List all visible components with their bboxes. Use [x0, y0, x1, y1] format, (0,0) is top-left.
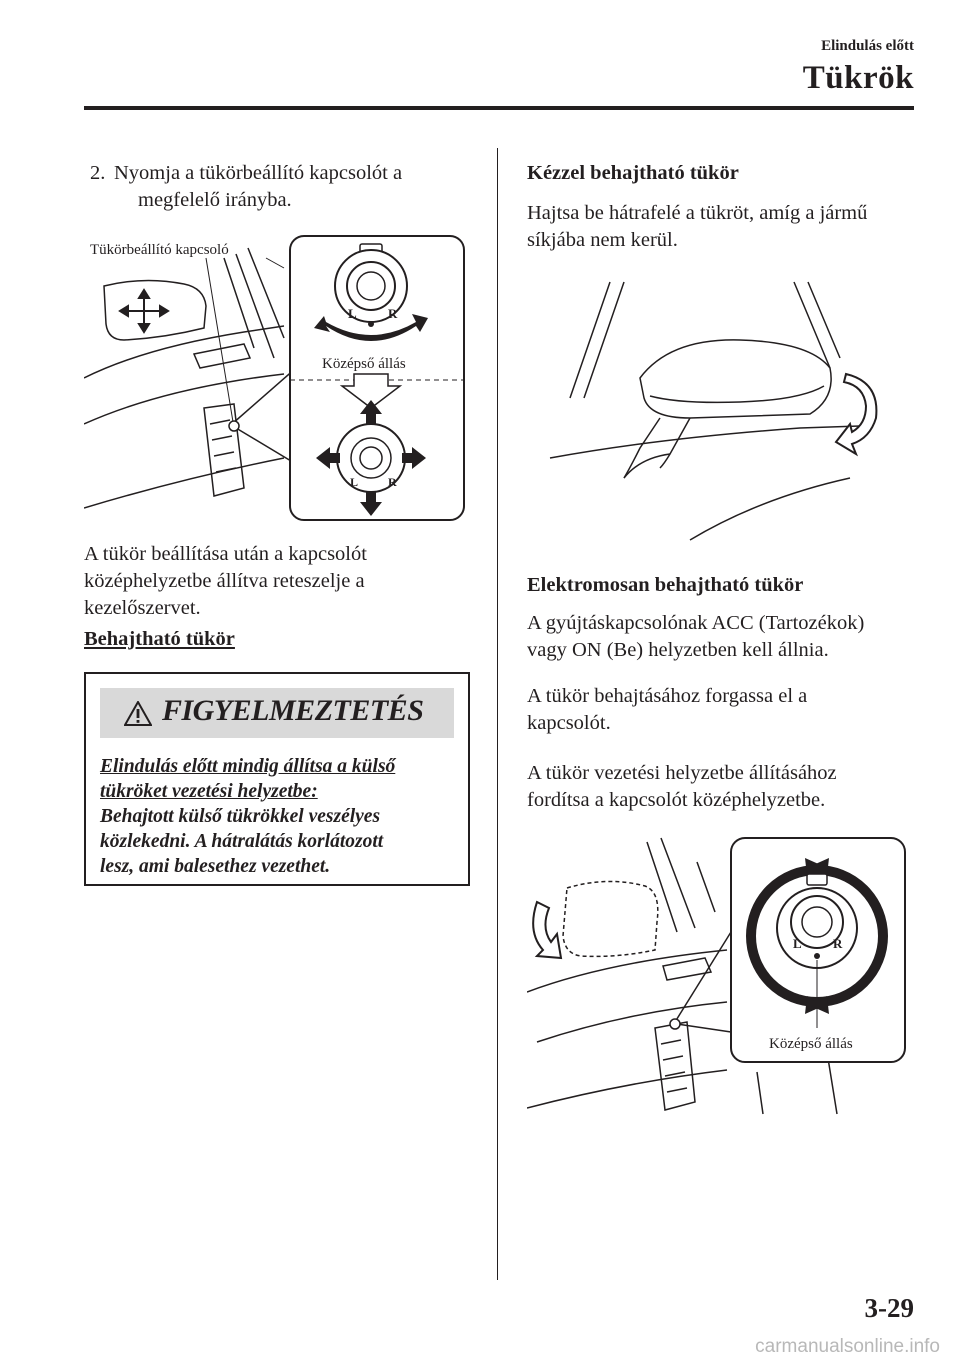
- switch-letter-l: L: [348, 306, 357, 321]
- paragraph-line: síkjába nem kerül.: [527, 229, 678, 251]
- paragraph-line: fordítsa a kapcsolót középhelyzetbe.: [527, 789, 826, 811]
- mirror-illustration: [550, 282, 860, 540]
- warning-title: FIGYELMEZTETÉS: [162, 694, 424, 727]
- mirror-switch-figure: [84, 228, 474, 524]
- center-label: Középső állás: [769, 1036, 853, 1052]
- switch-location-dot: [229, 421, 239, 431]
- mirror-arrows: [120, 290, 168, 332]
- switch-location-dot: [670, 1019, 680, 1029]
- paragraph-ignition: [527, 610, 927, 664]
- electric-fold-figure: [527, 832, 909, 1120]
- switch-letter-r: R: [388, 475, 397, 489]
- switch-label: Tükörbeállító kapcsoló: [90, 242, 229, 258]
- paragraph-line: vagy ON (Be) helyzetben kell állnia.: [527, 639, 829, 661]
- paragraph-line: kapcsolót.: [527, 712, 611, 734]
- step-number: 2.: [90, 162, 106, 184]
- paragraph-line: A tükör vezetési helyzetbe állításához: [527, 762, 837, 784]
- column-divider: [497, 148, 498, 1280]
- fold-arrow-icon: [836, 374, 876, 454]
- warning-header: [100, 688, 454, 738]
- paragraph-lock-switch: [84, 541, 484, 622]
- switch-letter-l: L: [350, 475, 359, 489]
- warning-line: tükröket vezetési helyzetbe:: [100, 781, 318, 802]
- paragraph-line: Hajtsa be hátrafelé a tükröt, amíg a jármű: [527, 202, 868, 224]
- paragraph-line: A tükör beállítása után a kapcsolót: [84, 543, 367, 565]
- step-line: Nyomja a tükörbeállító kapcsolót a: [114, 162, 403, 184]
- label-leader: [206, 258, 234, 428]
- step-text: [114, 160, 474, 214]
- paragraph-fold: [527, 683, 927, 737]
- warning-line: Behajtott külső tükrökkel veszélyes: [100, 806, 381, 827]
- switch-letter-r: R: [388, 306, 398, 321]
- page-number: 3-29: [864, 1293, 914, 1323]
- switch-letter-l: L: [793, 936, 802, 951]
- paragraph-line: A tükör behajtásához forgassa el a: [527, 685, 808, 707]
- warning-box: [84, 672, 470, 886]
- center-label: Középső állás: [322, 356, 406, 372]
- warning-triangle-icon: [124, 701, 152, 726]
- warning-line: közlekedni. A hátralátás korlátozott: [100, 831, 384, 852]
- page-title: Tükrök: [802, 60, 914, 96]
- paragraph-line: középhelyzetbe állítva reteszelje a: [84, 570, 365, 592]
- heading-manual-folding: Kézzel behajtható tükör: [527, 162, 739, 184]
- subheading-folding-mirror: Behajtható tükör: [84, 628, 235, 650]
- switch-letter-r: R: [833, 936, 843, 951]
- switch-knob-bottom: [337, 424, 405, 492]
- paragraph-line: A gyújtáskapcsolónak ACC (Tartozékok): [527, 612, 865, 634]
- paragraph-unfold: [527, 760, 927, 814]
- fold-arrow-icon: [533, 902, 561, 958]
- folded-mirror-outline: [563, 881, 658, 956]
- warning-line: lesz, ami balesethez vezethet.: [100, 856, 331, 877]
- manual-fold-figure: [540, 278, 900, 548]
- label-leader: [266, 258, 284, 268]
- warning-line: Elindulás előtt mindig állítsa a külső: [100, 756, 396, 777]
- watermark: carmanualsonline.info: [755, 1336, 940, 1357]
- paragraph-line: kezelőszervet.: [84, 597, 201, 619]
- zoom-line: [236, 428, 296, 464]
- section-header: Elindulás előtt: [821, 38, 914, 54]
- heading-electric-folding: Elektromosan behajtható tükör: [527, 574, 804, 596]
- header-rule: [84, 106, 914, 110]
- mirror-housing: [640, 340, 831, 418]
- step-line: megfelelő irányba.: [138, 189, 292, 211]
- door-illustration: [84, 248, 284, 508]
- paragraph-manual-folding: [527, 200, 927, 254]
- zoom-line: [677, 1024, 731, 1032]
